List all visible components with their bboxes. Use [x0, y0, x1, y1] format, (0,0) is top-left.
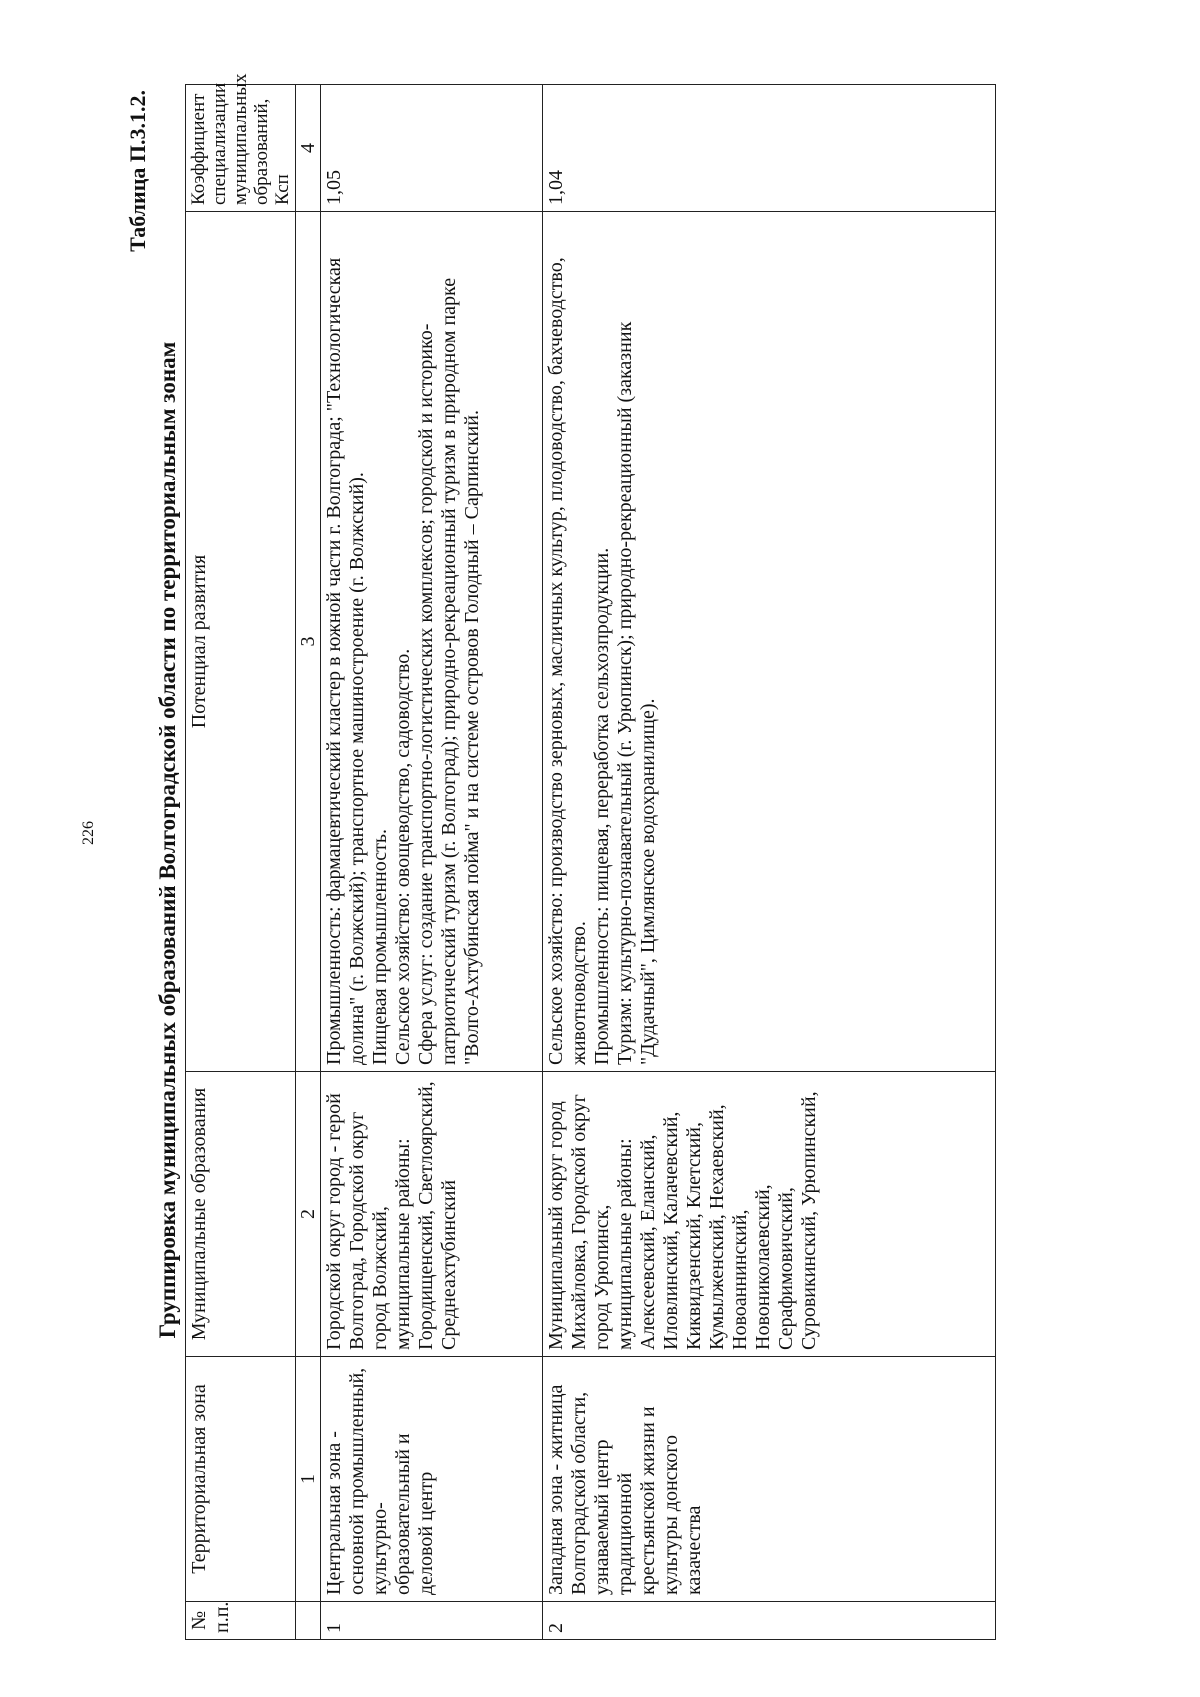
header-zone: Территориальная зона — [186, 1357, 296, 1602]
row-zone: Западная зона - житница Волгоградской области, узнаваемый центр традиционной крестьянской жизни и культуры донского казачества — [543, 1357, 996, 1602]
row-potential — [543, 212, 996, 1072]
row-municipalities: Муниципальный округ город Михайловка, Городской округ город Урюпинск, муниципальные районы: Алексеевский, Еланский, Иловлинский, Калачевский, Киквидзенский, Клетский, Кумылженский, Нехаевский, Новоаннинский, Новониколаевский, Серафимовичский, Суровикинский, Урюпинский, — [543, 1072, 996, 1357]
potential-line: Промышленность: фармацевтический кластер в южной части г. Волгограда; "Технологическая долина" (г. Волжский); транспортное машиностроение (г. Волжский). — [323, 257, 368, 1065]
row-potential — [321, 212, 543, 1072]
row-num: 2 — [543, 1602, 996, 1640]
potential-line: Сельское хозяйство: производство зерновых, масличных культур, плодоводство, бахчеводство, животноводство. — [545, 257, 590, 1065]
colnum-4: 4 — [296, 85, 321, 212]
header-municipalities: Муниципальные образования — [186, 1072, 296, 1357]
table-label: Таблица П.3.1.2. — [125, 90, 150, 252]
rotated-page — [0, 60, 1200, 1660]
row-coefficient: 1,05 — [321, 85, 543, 212]
row-coefficient: 1,04 — [543, 85, 996, 212]
row-num: 1 — [321, 1602, 543, 1640]
page-number: 226 — [80, 821, 97, 845]
table-caption: Группировка муниципальных образований Волгоградской области по территориальным зонам — [155, 341, 180, 1339]
colnum-1: 1 — [296, 1357, 321, 1602]
column-number-row — [296, 85, 321, 1640]
header-potential: Потенциал развития — [186, 212, 296, 1072]
colnum-0 — [296, 1602, 321, 1640]
potential-line: Сельское хозяйство: овощеводство, садоводство. — [392, 648, 414, 1065]
table-row — [321, 85, 543, 1640]
header-row — [186, 85, 296, 1640]
row-municipalities: Городской округ город - герой Волгоград, Городской округ город Волжский, муниципальные районы: Городищенский, Светлоярский, Среднеахтубинский — [321, 1072, 543, 1357]
potential-line: Пищевая промышленность. — [369, 829, 391, 1065]
zones-table — [185, 73, 996, 1640]
colnum-3: 3 — [296, 212, 321, 1072]
potential-line: Промышленность: пищевая, переработка сельхозпродукции. — [591, 547, 613, 1065]
colnum-2: 2 — [296, 1072, 321, 1357]
row-zone: Центральная зона - основной промышленный, культурно-образовательный и деловой центр — [321, 1357, 543, 1602]
potential-line: Туризм: культурно-познавательный (г. Урюпинск); природно-рекреационный (заказник "Дудачный", Цимлянское водохранилище). — [614, 321, 659, 1065]
table-row — [543, 85, 996, 1640]
header-num: № п.п. — [186, 1602, 296, 1640]
potential-line: Сфера услуг: создание транспортно-логистических комплексов; городской и историко-патриотический туризм (г. Волгоград); природно-рекреационный туризм в природном парке "Волго-Ахтубинская пойма" и на системе островов Голодный – Сарпинский. — [415, 277, 483, 1065]
header-coefficient: Коэффициент специализации муниципальных образований, Ксп — [186, 85, 296, 212]
